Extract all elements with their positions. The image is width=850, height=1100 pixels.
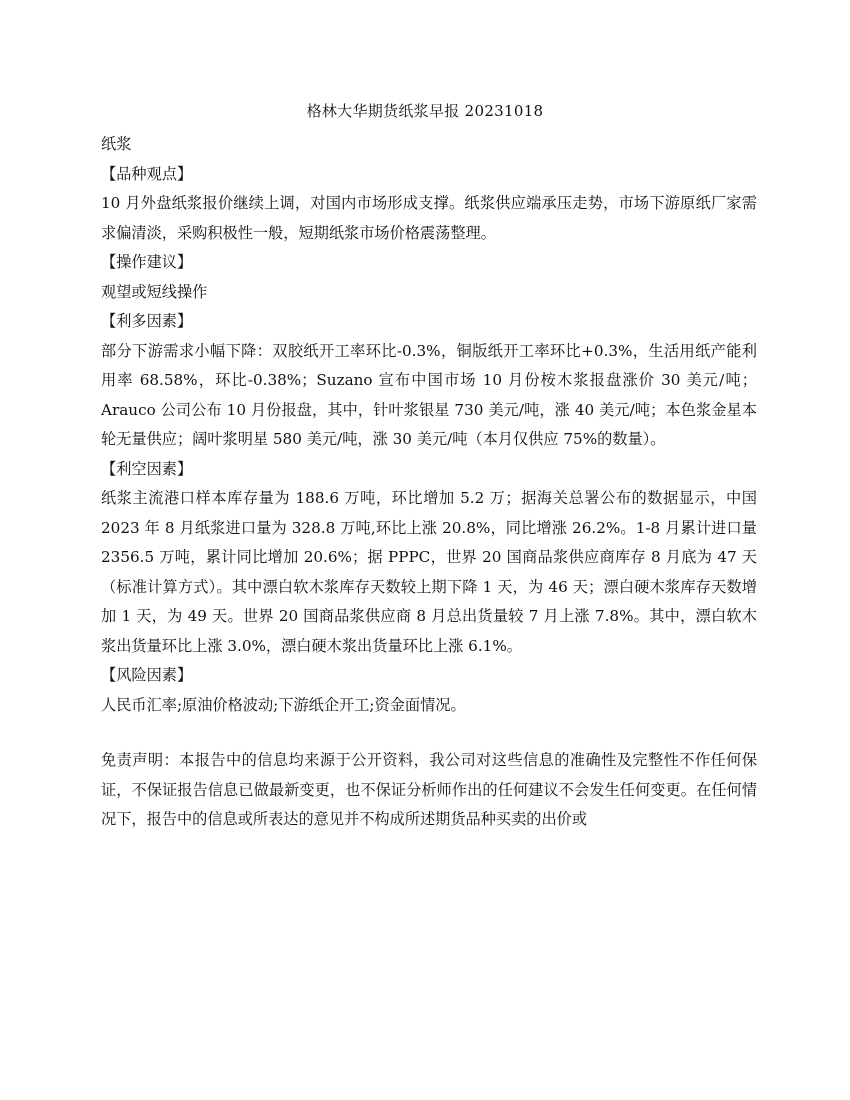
bullish-paragraph: 部分下游需求小幅下降：双胶纸开工率环比-0.3%，铜版纸开工率环比+0.3%，生活用纸产能利用率 68.58%，环比-0.38%；Suzano 宣布中国市场 10 月份桉木浆报盘涨价 30 美元/吨；Arauco 公司公布 10 月份报盘，其中，针叶浆银星 730 美元/吨，涨 40 美元/吨；本色浆金星本轮无量供应；阔叶浆明星 580 美元/吨，涨 30 美元/吨（本月仅供应 75%的数量）。 <box>101 341 757 448</box>
advice-heading: 【操作建议】 <box>101 253 193 271</box>
bullish-heading: 【利多因素】 <box>101 312 193 330</box>
bearish-paragraph: 纸浆主流港口样本库存量为 188.6 万吨，环比增加 5.2 万；据海关总署公布的数据显示，中国 2023 年 8 月纸浆进口量为 328.8 万吨,环比上涨 20.8%，同比增涨 26.2%。1-8 月累计进口量 2356.5 万吨，累计同比增加 20.6%；据 PPPC，世界 20 国商品浆供应商库存 8 月底为 47 天（标准计算方式）。其中漂白软木浆库存天数较上期下降 1 天，为 46 天；漂白硬木浆库存天数增加 1 天，为 49 天。世界 20 国商品浆供应商 8 月总出货量较 7 月上涨 7.8%。其中，漂白软木浆出货量环比上涨 3.0%，漂白硬木浆出货量环比上涨 6.1%。 <box>101 489 757 655</box>
view-paragraph: 10 月外盘纸浆报价继续上调，对国内市场形成支撑。纸浆供应端承压走势，市场下游原纸厂家需求偏清淡，采购积极性一般，短期纸浆市场价格震荡整理。 <box>101 194 757 242</box>
view-heading: 【品种观点】 <box>101 164 193 183</box>
risk-paragraph: 人民币汇率;原油价格波动;下游纸企开工;资金面情况。 <box>101 695 466 714</box>
risk-heading: 【风险因素】 <box>101 666 193 684</box>
advice-paragraph: 观望或短线操作 <box>101 282 208 301</box>
bearish-heading: 【利空因素】 <box>101 459 193 478</box>
disclaimer-paragraph: 免责声明：本报告中的信息均来源于公开资料，我公司对这些信息的准确性及完整性不作任何保证，不保证报告信息已做最新变更，也不保证分析师作出的任何建议不会发生任何变更。在任何情况下，报告中的信息或所表达的意见并不构成所述期货品种买卖的出价或 <box>101 751 757 828</box>
report-title: 格林大华期货纸浆早报 20231018 <box>306 102 544 120</box>
report-body <box>101 130 757 835</box>
category-label: 纸浆 <box>101 135 132 153</box>
